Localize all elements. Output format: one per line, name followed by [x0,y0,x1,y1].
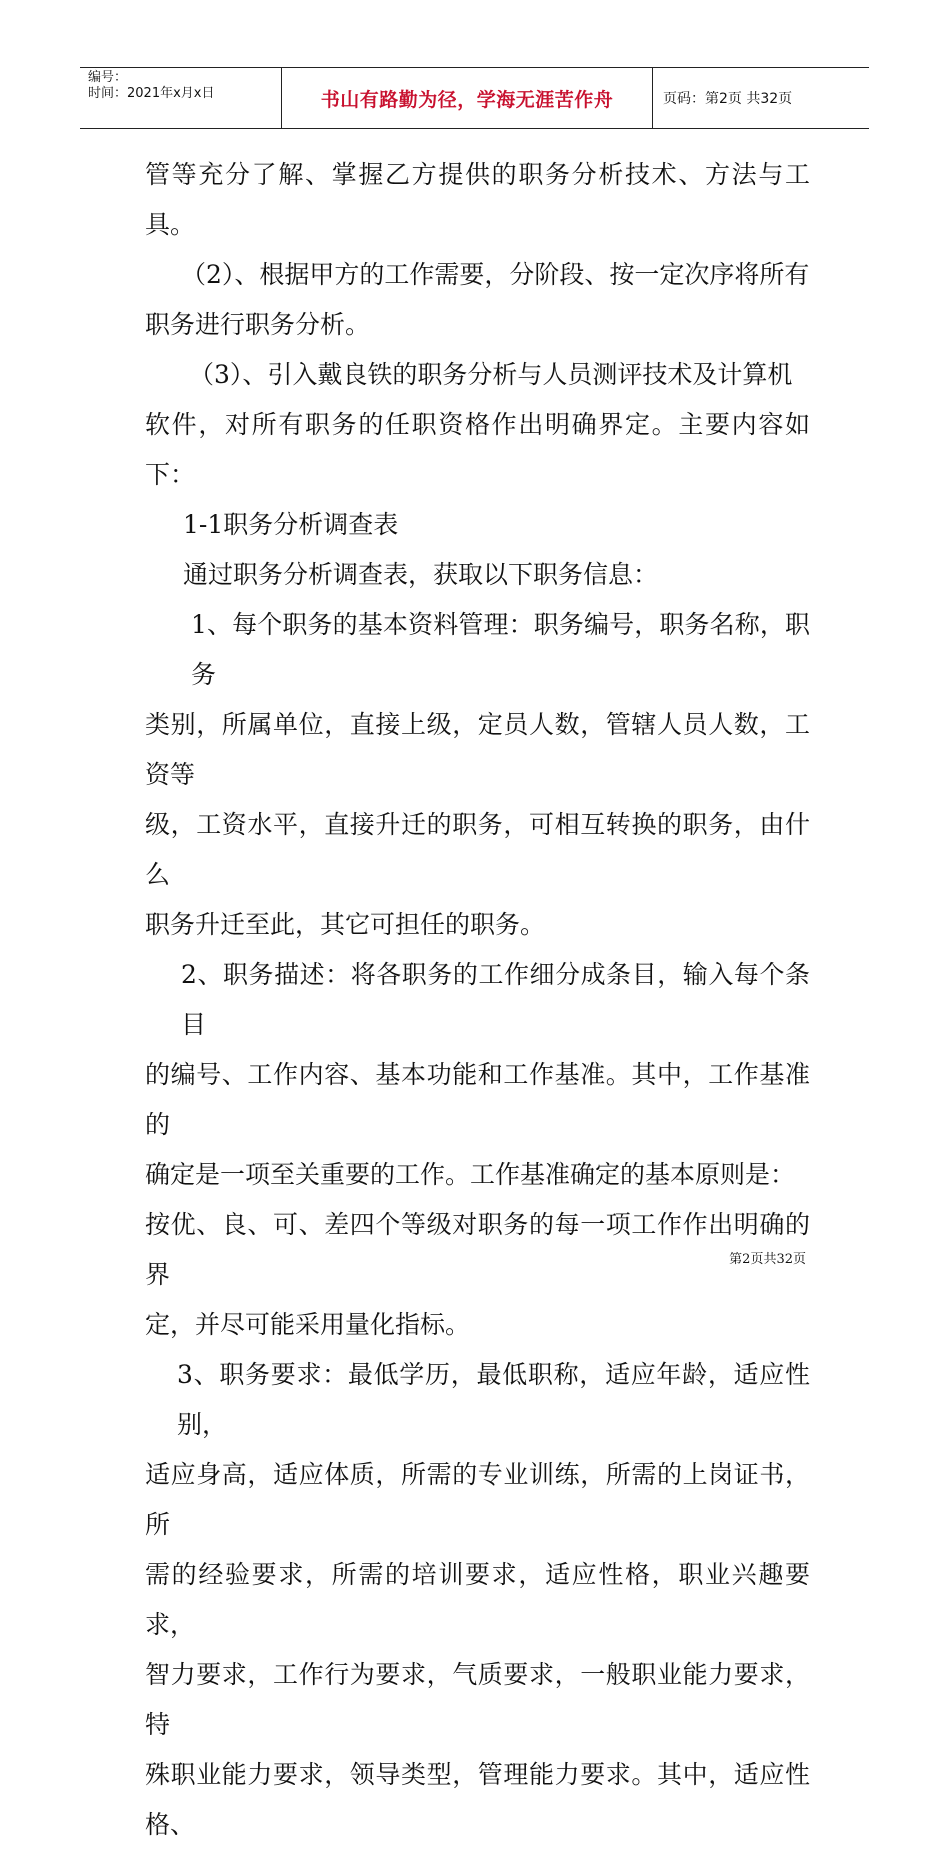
text-line: 确定是一项至关重要的工作。工作基准确定的基本原则是： [145,1160,796,1189]
text-line: 需的经验要求，所需的培训要求，适应性格，职业兴趣要求， [145,1560,810,1639]
paragraph [145,1550,810,1650]
paragraph [145,400,810,500]
text-line: 的编号、工作内容、基本功能和工作基准。其中，工作基准的 [145,1060,810,1139]
text-line: 1、每个职务的基本资料管理：职务编号，职务名称，职务 [191,610,810,689]
paragraph [145,550,810,600]
paragraph [145,150,810,250]
header-motto: 书山有路勤为径，学海无涯苦作舟 [282,68,653,128]
text-line: 2、职务描述：将各职务的工作细分成条目，输入每个条目 [181,960,810,1039]
paragraph [145,250,810,300]
text-line: 殊职业能力要求，领导类型，管理能力要求。其中，适应性格、 [145,1760,810,1839]
paragraph [145,1450,810,1550]
text-line: （2）、根据甲方的工作需要，分阶段、按一定次序将所有 [181,260,810,289]
paragraph [145,300,810,350]
text-line: 1-1职务分析调查表 [183,510,399,539]
text-line: 智力要求，工作行为要求，气质要求，一般职业能力要求，特 [145,1660,810,1739]
text-line: 级，工资水平，直接升迁的职务，可相互转换的职务，由什么 [145,810,810,889]
text-line: 适应身高，适应体质，所需的专业训练，所需的上岗证书，所 [145,1460,810,1539]
text-line: 管等充分了解、掌握乙方提供的职务分析技术、方法与工具。 [145,160,810,239]
text-line: 按优、良、可、差四个等级对职务的每一项工作作出明确的界 [145,1210,810,1289]
paragraph [145,500,810,550]
paragraph [145,1150,810,1200]
paragraph [145,1350,810,1450]
time-label: 时间：2021年x月x日 [88,86,215,101]
paragraph [145,1050,810,1150]
text-line: 软件，对所有职务的任职资格作出明确界定。主要内容如下： [145,410,810,489]
paragraph [145,350,810,400]
header-meta [80,68,282,128]
text-line: 3、职务要求：最低学历，最低职称，适应年龄，适应性别， [177,1360,810,1439]
paragraph [145,950,810,1050]
text-line: 职务升迁至此，其它可担任的职务。 [145,910,546,939]
text-line: 定，并尽可能采用量化指标。 [145,1310,471,1339]
paragraph [145,1300,810,1350]
paragraph [145,1650,810,1750]
page-footer: 第2页共32页 [729,1252,806,1267]
text-line: 类别，所属单位，直接上级，定员人数，管辖人员人数，工资等 [145,710,810,789]
text-line: 通过职务分析调查表，获取以下职务信息： [183,560,659,589]
number-label: 编号： [88,70,128,85]
page-header [80,67,869,129]
paragraph [145,700,810,800]
document-body [145,150,810,1850]
paragraph [145,900,810,950]
header-page-code: 页码：第2页 共32页 [663,91,793,107]
paragraph [145,1750,810,1850]
paragraph [145,600,810,700]
text-line: （3）、引入戴良铁的职务分析与人员测评技术及计算机 [189,360,793,389]
text-line: 职务进行职务分析。 [145,310,371,339]
paragraph [145,800,810,900]
